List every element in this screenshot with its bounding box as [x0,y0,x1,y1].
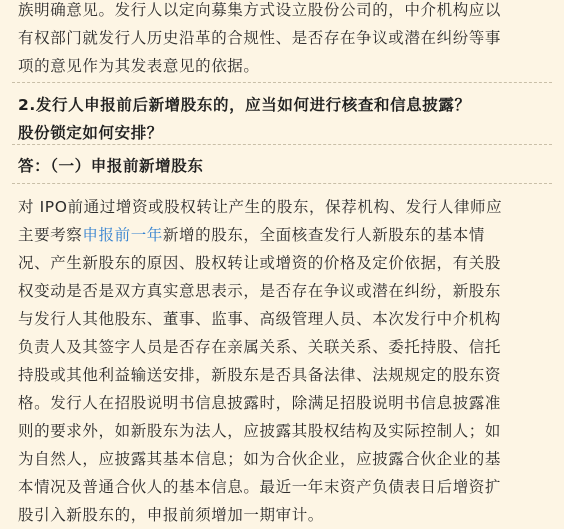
answer-text: 主要考察 [18,226,83,244]
question-heading [18,91,550,147]
divider [12,144,552,145]
answer-line: 持股或其他利益输送安排，新股东是否具备法律、法规规定的股东资 [18,366,502,384]
answer-line: 与发行人其他股东、董事、监事、高级管理人员、本次发行中介机构 [18,310,502,328]
answer-line: 本情况及普通合伙人的基本信息。最近一年末资产负债表日后增资扩 [18,478,502,496]
answer-paragraph [18,193,550,529]
answer-text: 新增的股东，全面核查发行人新股东的基本情 [162,226,485,244]
answer-line: 为自然人，应披露其基本信息；如为合伙企业，应披露合伙企业的基 [18,450,502,468]
divider [12,82,552,83]
question-line: 股份锁定如何安排？ [18,124,163,142]
divider [12,183,552,184]
answer-line: 股引入新股东的，申报前须增加一期审计。 [18,506,324,524]
highlight-link[interactable]: 申报前一年 [82,226,163,244]
answer-line: 格。发行人在招股说明书信息披露时，除满足招股说明书信息披露准 [18,394,502,412]
intro-paragraph [18,0,550,80]
answer-line [18,221,550,249]
answer-line: 权变动是否是双方真实意思表示，是否存在争议或潜在纠纷，新股东 [18,282,502,300]
answer-heading [18,152,550,180]
question-line: 2.发行人申报前后新增股东的，应当如何进行核查和信息披露？ [18,96,471,114]
answer-line: 则的要求外，如新股东为法人，应披露其股权结构及实际控制人；如 [18,422,502,440]
answer-line: 况、产生新股东的原因、股权转让或增资的价格及定价依据，有关股 [18,254,502,272]
intro-line: 族明确意见。发行人以定向募集方式设立股份公司的，中介机构应以 [18,1,502,19]
answer-line: 对 IPO前通过增资或股权转让产生的股东，保荐机构、发行人律师应 [18,198,503,216]
intro-line: 有权部门就发行人历史沿革的合规性、是否存在争议或潜在纠纷等事 [18,29,502,47]
answer-line: 负责人及其签字人员是否存在亲属关系、关联关系、委托持股、信托 [18,338,502,356]
intro-line: 项的意见作为其发表意见的依据。 [18,57,260,75]
answer-heading-text: 答：（一）申报前新增股东 [18,157,204,175]
